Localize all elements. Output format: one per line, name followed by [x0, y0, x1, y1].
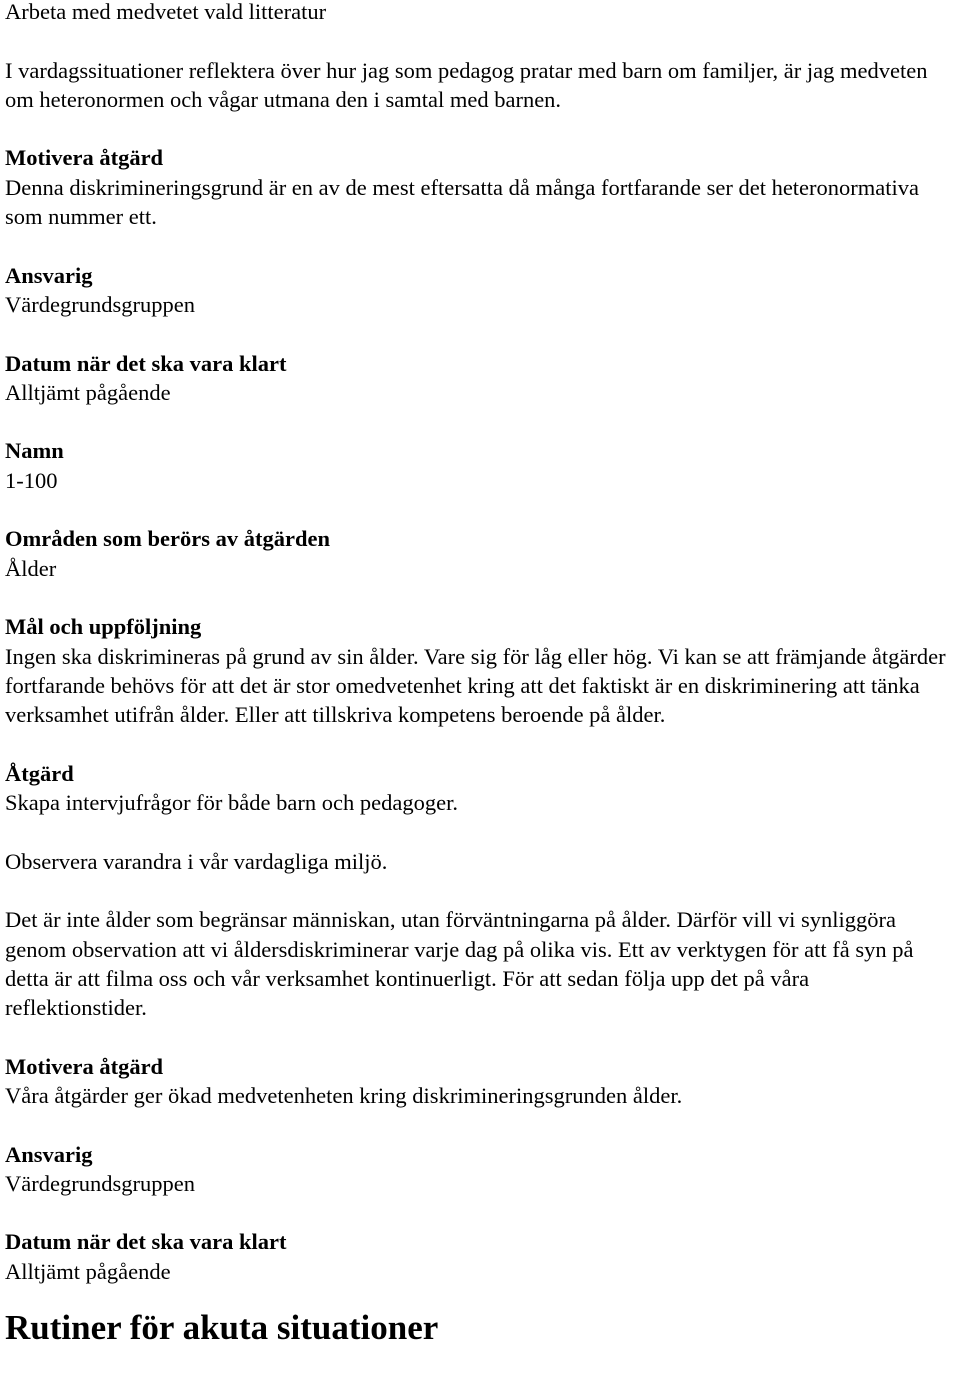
atgard-text-2: Observera varandra i vår vardagliga miljö.: [5, 848, 388, 874]
intro-text: I vardagssituationer reflektera över hur jag som pedagog pratar med barn om familjer, är jag medveten om heteronormen och vågar utmana den i samtal med barnen.: [5, 57, 928, 112]
datum-block-1: [5, 349, 955, 408]
atgard-text-1: Skapa intervjufrågor för både barn och pedagoger.: [5, 790, 458, 816]
section-heading-rutiner: Rutiner för akuta situationer: [5, 1308, 439, 1348]
omraden-heading: Områden som berörs av åtgärden: [5, 526, 330, 552]
namn-block: [5, 436, 955, 495]
motivera-text-1: Denna diskrimineringsgrund är en av de mest eftersatta då många fortfarande ser det heteronormativa som nummer ett.: [5, 174, 920, 230]
ansvarig-heading-2: Ansvarig: [5, 1141, 93, 1167]
omraden-block: [5, 524, 955, 583]
ansvarig-heading-1: Ansvarig: [5, 262, 93, 288]
atgard-heading: Åtgärd: [5, 760, 74, 786]
mal-heading: Mål och uppföljning: [5, 614, 202, 640]
datum-block-2: [5, 1227, 955, 1286]
namn-text: 1-100: [5, 467, 58, 493]
namn-heading: Namn: [5, 438, 64, 464]
datum-heading-2: Datum när det ska vara klart: [5, 1229, 287, 1255]
datum-heading-1: Datum när det ska vara klart: [5, 350, 287, 376]
motivera-text-2: Våra åtgärder ger ökad medvetenheten kring diskrimineringsgrunden ålder.: [5, 1082, 683, 1108]
datum-text-2: Alltjämt pågående: [5, 1258, 171, 1284]
mal-block: [5, 612, 955, 729]
top-title: Arbeta med medvetet vald litteratur: [5, 0, 327, 24]
mal-text: Ingen ska diskrimineras på grund av sin ålder. Vare sig för låg eller hög. Vi kan se att främjande åtgärder fortfarande behövs för att det är stor omedvetenhet kring att det faktiskt är en diskriminering att tänka verksamhet utifrån ålder. Eller att tillskriva kompetens beroende på ålder.: [5, 643, 946, 728]
omraden-text: Ålder: [5, 555, 57, 581]
ansvarig-block-2: [5, 1140, 955, 1199]
motivera-heading-1: Motivera åtgärd: [5, 145, 164, 171]
ansvarig-text-1: Värdegrundsgruppen: [5, 291, 195, 317]
motivera-heading-2: Motivera åtgärd: [5, 1053, 164, 1079]
motivera-block-2: [5, 1052, 955, 1111]
ansvarig-block-1: [5, 261, 955, 320]
datum-text-1: Alltjämt pågående: [5, 379, 171, 405]
atgard-block: [5, 759, 955, 818]
atgard-text-3: Det är inte ålder som begränsar människan, utan förväntningarna på ålder. Därför vill vi synliggöra genom observation att vi åldersdiskriminerar varje dag på olika vis. Ett av verktygen för att få syn på detta är att filma oss och vår verksamhet kontinuerligt. För att sedan följa upp det på våra reflektionstider.: [5, 907, 914, 1021]
motivera-block-1: [5, 143, 955, 231]
ansvarig-text-2: Värdegrundsgruppen: [5, 1170, 195, 1196]
